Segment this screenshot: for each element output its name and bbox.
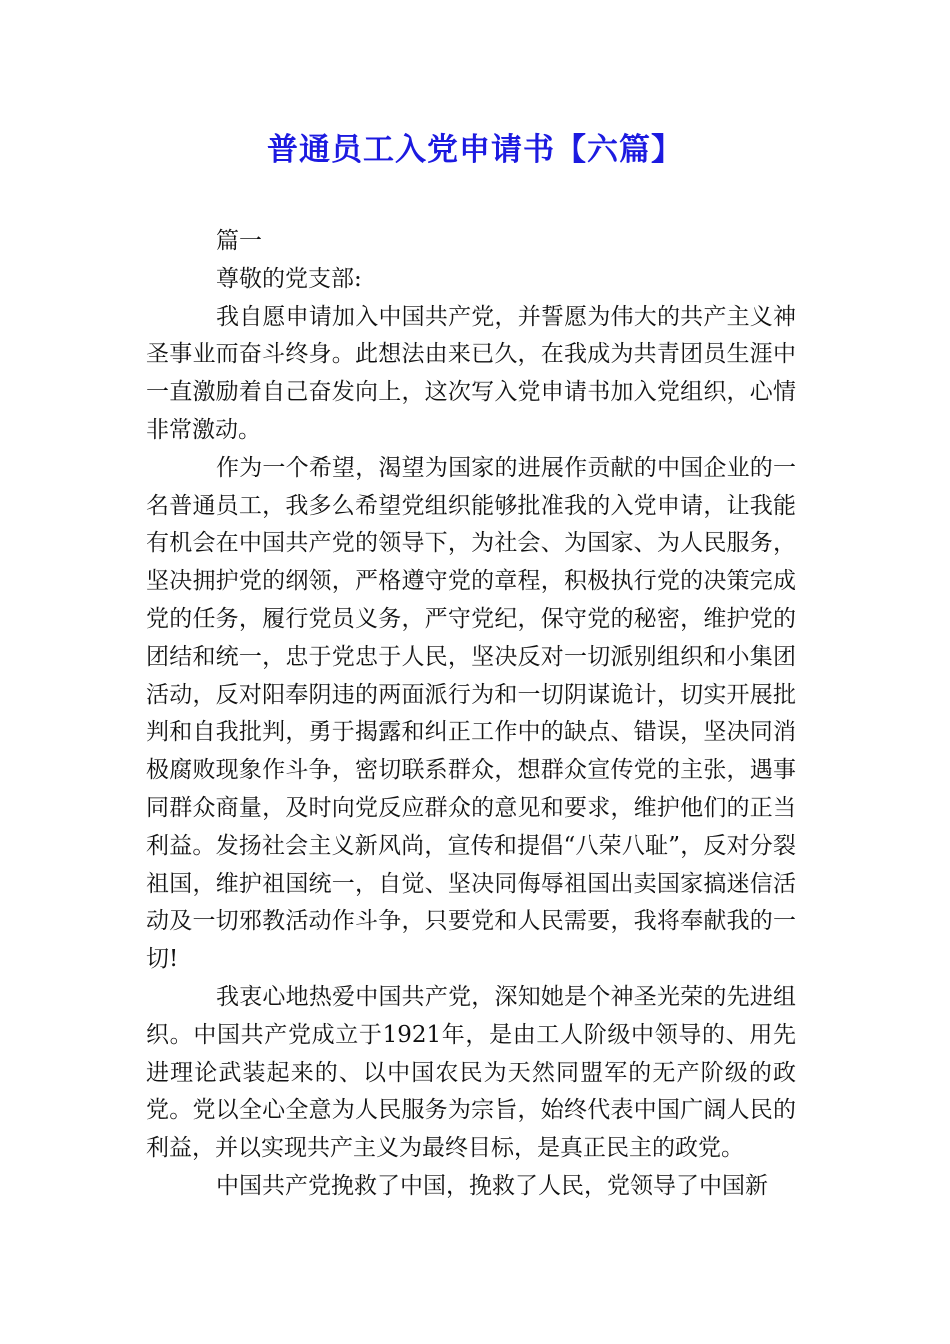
paragraph: 作为一个希望，渴望为国家的进展作贡献的中国企业的一名普通员工，我多么希望党组织能够批准我的入党申请，让我能有机会在中国共产党的领导下，为社会、为国家、为人民服务，坚决拥护党的纲领，严格遵守党的章程，积极执行党的决策完成党的任务，履行党员义务，严守党纪，保守党的秘密，维护党的团结和统一，忠于党忠于人民，坚决反对一切派别组织和小集团活动，反对阳奉阴违的两面派行为和一切阴谋诡计，切实开展批判和自我批判，勇于揭露和纠正工作中的缺点、错误，坚决同消极腐败现象作斗争，密切联系群众，想群众宣传党的主张，遇事同群众商量，及时向党反应群众的意见和要求，维护他们的正当利益。发扬社会主义新风尚，宣传和提倡“八荣八耻”，反对分裂祖国，维护祖国统一，自觉、坚决同侮辱祖国出卖国家搞迷信活动及一切邪教活动作斗争，只要党和人民需要，我将奉献我的一切!	[146, 454, 796, 973]
salutation: 尊敬的党支部:	[216, 265, 362, 292]
paragraph: 中国共产党挽救了中国，挽救了人民，党领导了中国新	[216, 1172, 768, 1199]
paragraph: 我衷心地热爱中国共产党，深知她是个神圣光荣的先进组织。中国共产党成立于1921年，是由工人阶级中领导的、用先进理论武装起来的、以中国农民为天然同盟军的无产阶级的政党。党以全心全意为人民服务为宗旨，始终代表中国广阔人民的利益，并以实现共产主义为最终目标，是真正民主的政党。	[146, 983, 796, 1162]
document-title: 普通员工入党申请书【六篇】	[267, 132, 683, 168]
section-heading: 篇一	[216, 228, 262, 254]
document-body	[146, 223, 796, 1206]
paragraph: 我自愿申请加入中国共产党，并誓愿为伟大的共产主义神圣事业而奋斗终身。此想法由来已久，在我成为共青团员生涯中一直激励着自己奋发向上，这次写入党申请书加入党组织，心情非常激动。	[146, 303, 796, 443]
